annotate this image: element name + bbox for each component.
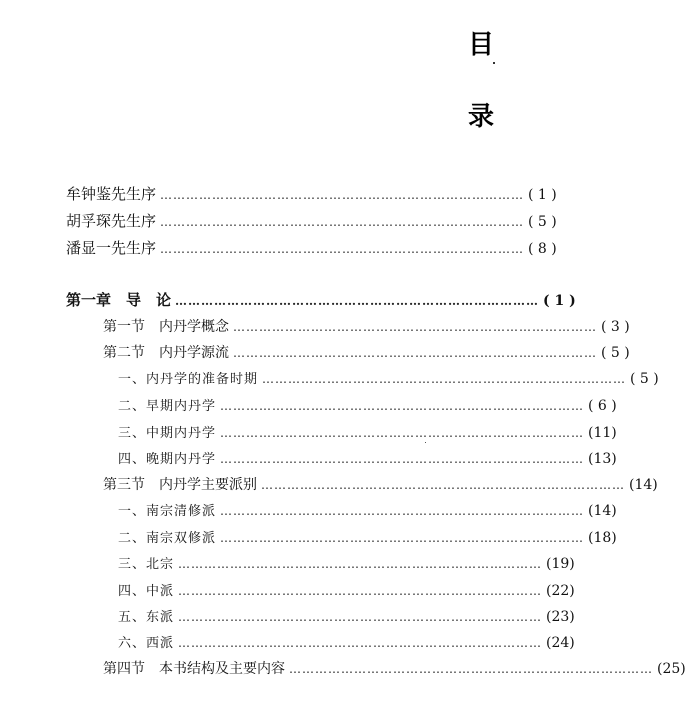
toc-entry-label: 三、中期内丹学 xyxy=(118,426,217,441)
toc-entry-label: 胡孚琛先生序 xyxy=(66,212,157,230)
toc-leader: ………………………………………………………………………… xyxy=(220,452,585,466)
toc-entry-chapter-1[interactable] xyxy=(66,289,576,309)
toc-entry-label: 六、西派 xyxy=(118,636,175,651)
toc-entry-label: 二、早期内丹学 xyxy=(118,399,217,414)
toc-entry-label: 第二节 内丹学源流 xyxy=(103,345,229,361)
toc-entry-sub[interactable] xyxy=(118,500,617,520)
scan-dot xyxy=(493,62,495,64)
toc-entry-label: 第三节 内丹学主要派别 xyxy=(103,477,257,493)
scan-speck xyxy=(425,442,426,443)
toc-entry-sub[interactable] xyxy=(118,553,575,573)
toc-entry-page: ( 6 ) xyxy=(588,398,617,414)
toc-entry-section-1[interactable] xyxy=(103,316,630,336)
toc-entry-page: (25) xyxy=(657,661,686,677)
toc-entry-label: 潘显一先生序 xyxy=(66,239,157,257)
toc-entry-sub[interactable] xyxy=(118,527,617,547)
toc-leader: ………………………………………………………………………… xyxy=(233,346,597,360)
toc-entry-section-3[interactable] xyxy=(103,474,658,494)
toc-entry-page: (22) xyxy=(546,583,575,599)
toc-entry-label: 第四节 本书结构及主要内容 xyxy=(103,661,285,677)
title-char-2: 录 xyxy=(468,102,495,132)
toc-entry-page: ( 3 ) xyxy=(601,319,630,335)
toc-entry-page: ( 1 ) xyxy=(528,187,557,203)
toc-leader: ………………………………………………………………………… xyxy=(289,662,653,676)
toc-entry-sub[interactable] xyxy=(118,422,617,442)
toc-entry-sub[interactable] xyxy=(118,368,659,388)
toc-entry-label: 一、南宗清修派 xyxy=(118,504,217,519)
toc-entry-sub[interactable] xyxy=(118,395,617,415)
toc-leader: ………………………………………………………………………… xyxy=(233,320,597,334)
toc-entry-page: (18) xyxy=(588,530,617,546)
toc-entry-label: 四、晚期内丹学 xyxy=(118,452,217,467)
toc-leader: ………………………………………………………………………… xyxy=(220,399,585,413)
toc-leader: ………………………………………………………………………… xyxy=(220,504,585,518)
toc-entry-page: ( 8 ) xyxy=(528,241,557,257)
toc-leader: ………………………………………………………………………… xyxy=(178,557,543,571)
toc-entry-preface-3[interactable] xyxy=(66,237,557,257)
toc-entry-label: 二、南宗双修派 xyxy=(118,531,217,546)
toc-entry-sub[interactable] xyxy=(118,448,617,468)
toc-leader: ………………………………………………………………………… xyxy=(160,215,525,229)
toc-entry-preface-2[interactable] xyxy=(66,210,557,230)
toc-entry-page: ( 1 ) xyxy=(543,293,576,309)
toc-entry-label: 五、东派 xyxy=(118,610,175,625)
toc-entry-page: (24) xyxy=(546,635,575,651)
title-char-1: 目 xyxy=(468,30,495,60)
toc-leader: ………………………………………………………………………… xyxy=(178,610,543,624)
toc-leader: ………………………………………………………………………… xyxy=(261,478,625,492)
toc-entry-label: 牟钟鉴先生序 xyxy=(66,185,157,203)
toc-entry-page: (14) xyxy=(629,477,658,493)
toc-entry-page: ( 5 ) xyxy=(601,345,630,361)
toc-entry-preface-1[interactable] xyxy=(66,183,557,203)
toc-leader: ………………………………………………………………………… xyxy=(220,426,585,440)
toc-entry-page: (23) xyxy=(546,609,575,625)
toc-entry-page: (14) xyxy=(588,503,617,519)
toc-entry-label: 三、北宗 xyxy=(118,557,175,572)
toc-entry-sub[interactable] xyxy=(118,632,575,652)
toc-leader: ………………………………………………………………………… xyxy=(160,242,525,256)
toc-entry-page: ( 5 ) xyxy=(630,371,659,387)
toc-leader: ………………………………………………………………………… xyxy=(178,584,543,598)
toc-entry-sub[interactable] xyxy=(118,606,575,626)
toc-entry-label: 一、内丹学的准备时期 xyxy=(118,372,259,387)
toc-entry-label: 第一章 导 论 xyxy=(66,291,172,309)
toc-entry-sub[interactable] xyxy=(118,580,575,600)
toc-entry-page: (11) xyxy=(588,425,617,441)
toc-entry-page: (13) xyxy=(588,451,617,467)
toc-entry-label: 四、中派 xyxy=(118,584,175,599)
toc-entry-page: (19) xyxy=(546,556,575,572)
toc-entry-section-4[interactable] xyxy=(103,658,686,678)
toc-entry-label: 第一节 内丹学概念 xyxy=(103,319,229,335)
toc-leader: ………………………………………………………………………… xyxy=(178,636,543,650)
toc-entry-page: ( 5 ) xyxy=(528,214,557,230)
toc-leader: ………………………………………………………………………… xyxy=(220,531,585,545)
toc-entry-section-2[interactable] xyxy=(103,342,630,362)
toc-leader: ………………………………………………………………………… xyxy=(175,294,540,308)
toc-leader: ………………………………………………………………………… xyxy=(160,188,525,202)
toc-leader: ………………………………………………………………………… xyxy=(262,372,627,386)
